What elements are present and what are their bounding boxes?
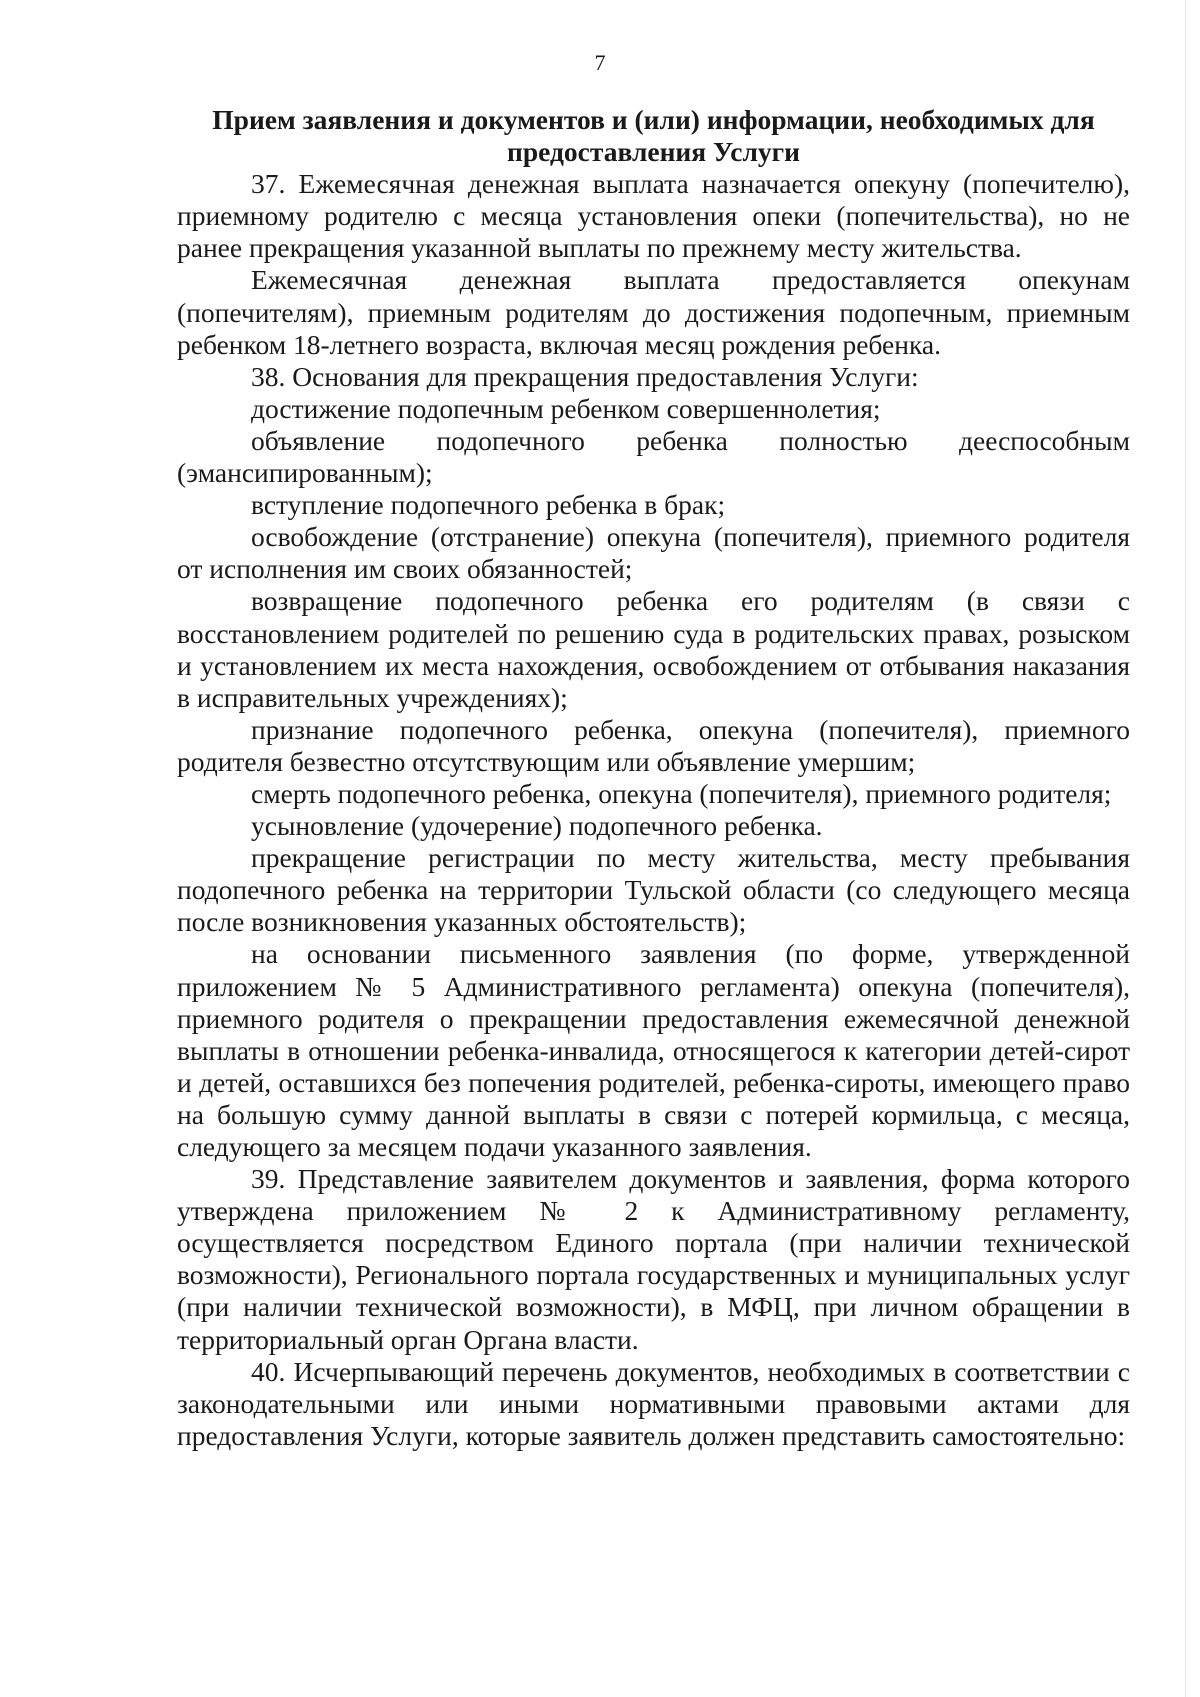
paragraph-38: 38. Основания для прекращения предоставления Услуги:: [251, 360, 919, 392]
termination-ground-adoption: усыновление (удочерение) подопечного ребенка.: [251, 810, 823, 842]
termination-ground-return-to-parents: возвращение подопечного ребенка его родителям (в связи с восстановлением родителей по решению суда в родительских правах, розыском и установлением их места нахождения, освобождением от отбывания наказания в исправительных учреждениях);: [177, 585, 1130, 713]
scan-edge-line: [1185, 0, 1186, 1697]
termination-ground-release-guardian: освобождение (отстранение) опекуна (попечителя), приемного родителя от исполнения им своих обязанностей;: [177, 521, 1130, 585]
termination-ground-marriage: вступление подопечного ребенка в брак;: [251, 489, 726, 521]
page-number: 7: [594, 50, 606, 75]
termination-ground-written-application: на основании письменного заявления (по форме, утвержденной приложением № 5 Административного регламента) опекуна (попечителя), приемного родителя о прекращении предоставления ежемесячной денежной выплаты в отношении ребенка-инвалида, относящегося к категории детей-сирот и детей, оставшихся без попечения родителей, ребенка-сироты, имеющего право на большую сумму данной выплаты в связи с потерей кормильца, с месяца, следующего за месяцем подачи указанного заявления.: [177, 938, 1130, 1162]
paragraph-39: 39. Представление заявителем документов и заявления, форма которого утверждена приложением № 2 к Административному регламенту, осуществляется посредством Единого портала (при наличии технической возможности), Регионального портала государственных и муниципальных услуг (при наличии технической возможности), в МФЦ, при личном обращении в территориальный орган Органа власти.: [177, 1163, 1130, 1355]
termination-ground-death: смерть подопечного ребенка, опекуна (попечителя), приемного родителя;: [251, 777, 1112, 809]
paragraph-37: 37. Ежемесячная денежная выплата назначается опекуну (попечителю), приемному родителю с месяца установления опеки (попечительства), но не ранее прекращения указанной выплаты по прежнему месту жительства.: [177, 168, 1130, 264]
termination-ground-majority: достижение подопечным ребенком совершеннолетия;: [251, 392, 881, 424]
paragraph-37-continued: Ежемесячная денежная выплата предоставляется опекунам (попечителям), приемным родителям до достижения подопечным, приемным ребенком 18-летнего возраста, включая месяц рождения ребенка.: [177, 264, 1130, 360]
termination-ground-registration: прекращение регистрации по месту жительства, месту пребывания подопечного ребенка на территории Тульской области (со следующего месяца после возникновения указанных обстоятельств);: [177, 842, 1130, 938]
section-heading: Прием заявления и документов и (или) информации, необходимых для предоставления Услуги: [212, 104, 1095, 168]
document-body: [177, 104, 1130, 1452]
termination-ground-emancipation: объявление подопечного ребенка полностью дееспособным (эмансипированным);: [177, 424, 1130, 489]
termination-ground-missing: признание подопечного ребенка, опекуна (попечителя), приемного родителя безвестно отсутствующим или объявление умершим;: [177, 713, 1130, 777]
paragraph-40: 40. Исчерпывающий перечень документов, необходимых в соответствии с законодательными или иными нормативными правовыми актами для предоставления Услуги, которые заявитель должен представить самостоятельно:: [177, 1355, 1130, 1451]
